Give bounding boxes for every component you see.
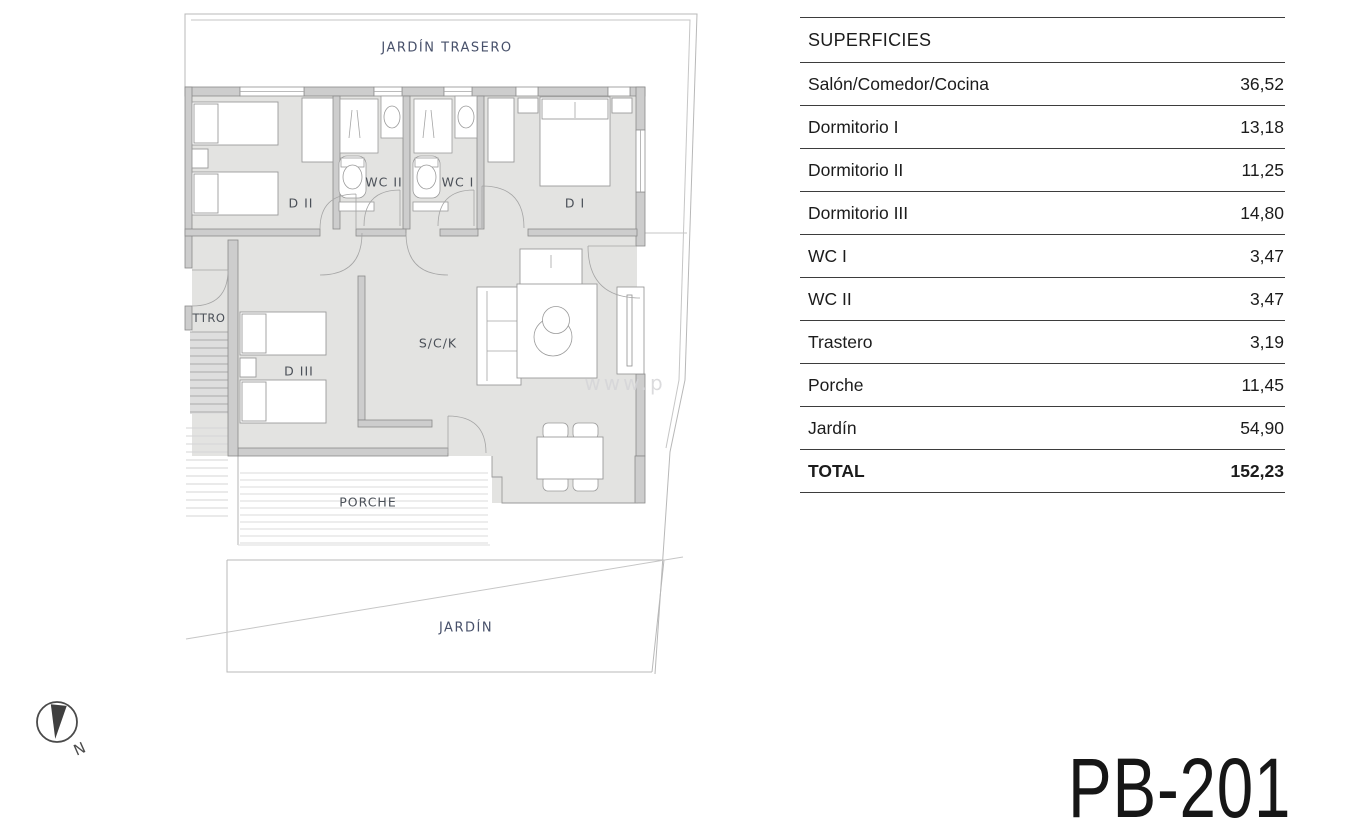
label-wc-2: WC II <box>365 174 403 190</box>
label-porche: PORCHE <box>339 494 397 510</box>
table-row <box>800 407 1285 450</box>
staircase <box>190 332 228 414</box>
north-compass-icon <box>37 702 77 742</box>
room-area-value: 14,80 <box>1240 202 1284 223</box>
table-row <box>800 192 1285 235</box>
compass-north-label: N <box>70 738 89 760</box>
room-area-value: 11,45 <box>1241 374 1284 395</box>
garden-outline <box>186 557 683 672</box>
room-name: Porche <box>808 374 864 395</box>
superficies-table <box>800 17 1285 493</box>
table-row <box>800 63 1285 106</box>
label-jardin-trasero: JARDÍN TRASERO <box>381 40 513 56</box>
room-name: Salón/Comedor/Cocina <box>808 73 989 94</box>
room-name: Dormitorio I <box>808 116 899 137</box>
unit-code: PB-201 <box>1068 741 1292 835</box>
watermark-text: www.p <box>584 371 666 395</box>
table-row <box>800 321 1285 364</box>
superficies-table-title: SUPERFICIES <box>800 17 1285 63</box>
table-row <box>800 278 1285 321</box>
room-area-value: 54,90 <box>1240 417 1284 438</box>
room-name: WC II <box>808 288 852 309</box>
room-area-value: 152,23 <box>1230 460 1284 481</box>
table-row <box>800 106 1285 149</box>
table-row <box>800 364 1285 407</box>
label-jardin: JARDÍN <box>438 620 494 636</box>
superficies-table-rows <box>800 63 1285 493</box>
label-salon-comedor-cocina: S/C/K <box>418 335 458 351</box>
room-area-value: 3,47 <box>1249 288 1284 309</box>
room-name: Dormitorio III <box>808 202 909 223</box>
room-name: Trastero <box>808 331 873 352</box>
label-dormitorio-3: D III <box>284 363 314 379</box>
room-name: WC I <box>808 245 847 266</box>
room-area-value: 3,47 <box>1249 245 1284 266</box>
room-area-value: 36,52 <box>1240 73 1284 94</box>
room-name: Dormitorio II <box>808 159 904 180</box>
room-area-value: 3,19 <box>1249 331 1284 352</box>
label-dormitorio-2: D II <box>288 195 314 211</box>
room-name: Jardín <box>808 417 857 438</box>
room-name: TOTAL <box>808 460 865 481</box>
room-area-value: 11,25 <box>1241 159 1284 180</box>
label-trastero: TTRO <box>192 311 226 325</box>
room-area-value: 13,18 <box>1240 116 1284 137</box>
table-row <box>800 235 1285 278</box>
label-wc-1: WC I <box>441 174 475 190</box>
table-row <box>800 149 1285 192</box>
table-row-total <box>800 450 1285 493</box>
label-dormitorio-1: D I <box>564 195 586 211</box>
